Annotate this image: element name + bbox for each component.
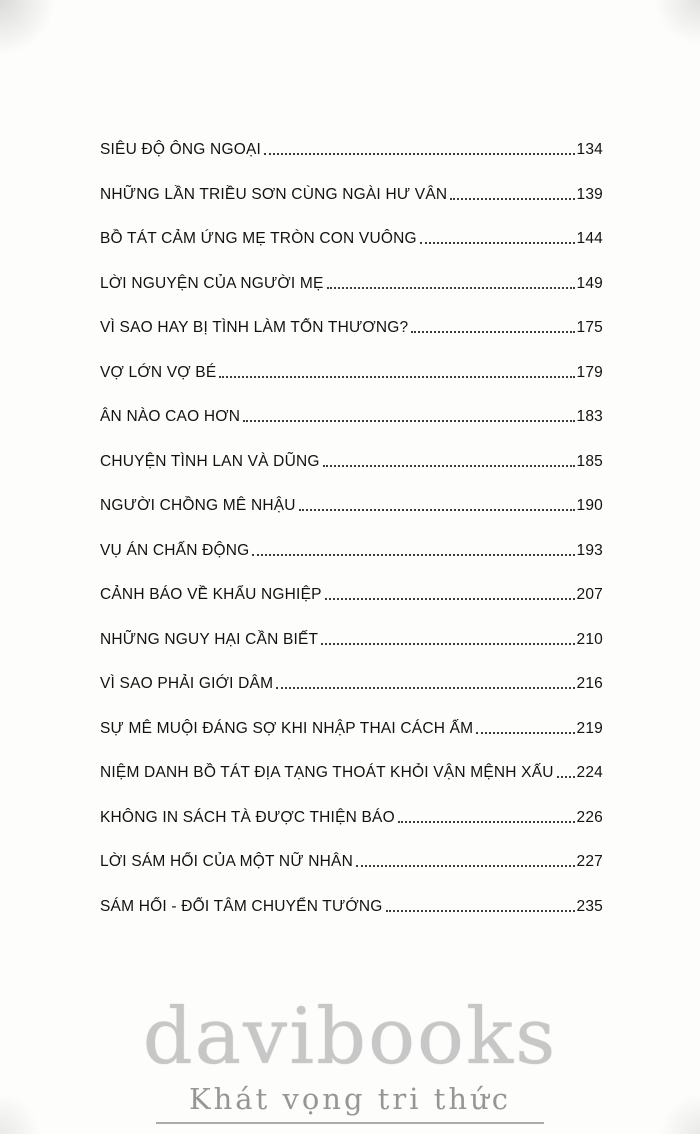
toc-dotted-leader — [386, 910, 575, 912]
toc-page-number: 144 — [576, 230, 603, 247]
toc-page-number: 226 — [576, 808, 603, 826]
toc-entry — [100, 808, 603, 827]
toc-entry — [100, 585, 603, 604]
toc-page-number: 183 — [576, 408, 603, 425]
toc-entry-title: NIỆM DANH BỒ TÁT ĐỊA TẠNG THOÁT KHỎI VẬN MỆNH XẤU — [100, 764, 554, 781]
toc-dotted-leader — [476, 732, 574, 734]
toc-dotted-leader — [252, 554, 574, 556]
toc-page-number: 185 — [576, 452, 603, 470]
toc-entry — [100, 630, 603, 649]
toc-dotted-leader — [264, 153, 575, 155]
toc-dotted-leader — [325, 598, 575, 600]
toc-entry-title: ÂN NÀO CAO HƠN — [100, 408, 241, 425]
toc-entry — [100, 318, 603, 337]
toc-entry-title: SÁM HỐI - ĐỔI TÂM CHUYỂN TƯỚNG — [100, 897, 383, 915]
toc-dotted-leader — [411, 331, 574, 333]
toc-entry-title: VÌ SAO HAY BỊ TÌNH LÀM TỔN THƯƠNG? — [100, 319, 409, 336]
toc-page-number: 210 — [576, 630, 603, 648]
toc-page-number: 139 — [576, 185, 603, 203]
toc-entry — [100, 274, 603, 293]
table-of-contents — [100, 140, 603, 941]
toc-entry-title: CẢNH BÁO VỀ KHẨU NGHIỆP — [100, 586, 322, 603]
toc-entry-title: VỤ ÁN CHẤN ĐỘNG — [100, 541, 250, 559]
toc-page-number: 235 — [576, 897, 603, 915]
watermark-slogan: Khát vọng tri thức — [188, 1082, 512, 1116]
watermark-brand-logo: davibooks — [142, 992, 558, 1082]
toc-entry-title: LỜI SÁM HỐI CỦA MỘT NỮ NHÂN — [100, 853, 353, 870]
toc-entry-title: KHÔNG IN SÁCH TÀ ĐƯỢC THIỆN BÁO — [100, 808, 395, 826]
toc-entry-title: NHỮNG LẦN TRIỀU SƠN CÙNG NGÀI HƯ VÂN — [100, 185, 448, 203]
toc-entry — [100, 763, 603, 782]
toc-entry — [100, 897, 603, 916]
toc-entry-title: CHUYỆN TÌNH LAN VÀ DŨNG — [100, 452, 320, 470]
toc-dotted-leader — [276, 687, 574, 689]
toc-page-number: 207 — [576, 586, 603, 603]
toc-page-number: 193 — [576, 541, 603, 559]
toc-entry — [100, 407, 603, 426]
toc-entry-title: NGƯỜI CHỒNG MÊ NHẬU — [100, 497, 296, 514]
toc-entry — [100, 363, 603, 382]
toc-entry-title: VỢ LỚN VỢ BÉ — [100, 363, 217, 381]
toc-dotted-leader — [450, 198, 574, 200]
toc-entry — [100, 229, 603, 248]
toc-entry — [100, 185, 603, 204]
toc-entry — [100, 541, 603, 560]
toc-page-number: 227 — [576, 853, 603, 870]
toc-entry — [100, 496, 603, 515]
toc-entry-title: LỜI NGUYỆN CỦA NGƯỜI MẸ — [100, 274, 324, 292]
toc-dotted-leader — [356, 865, 575, 867]
toc-entry — [100, 719, 603, 738]
toc-entry — [100, 452, 603, 471]
watermark — [0, 992, 700, 1124]
toc-entry-title: SIÊU ĐỘ ÔNG NGOẠI — [100, 141, 262, 158]
toc-dotted-leader — [219, 376, 574, 378]
toc-dotted-leader — [557, 776, 575, 778]
toc-page-number: 175 — [576, 319, 603, 336]
toc-entry — [100, 140, 603, 159]
toc-dotted-leader — [243, 420, 574, 422]
toc-entry-title: SỰ MÊ MUỘI ĐÁNG SỢ KHI NHẬP THAI CÁCH ẤM — [100, 719, 474, 737]
toc-page-number: 190 — [576, 497, 603, 514]
toc-dotted-leader — [323, 465, 575, 467]
toc-entry-title: BỒ TÁT CẢM ỨNG MẸ TRÒN CON VUÔNG — [100, 230, 417, 247]
toc-entry-title: VÌ SAO PHẢI GIỚI DÂM — [100, 675, 274, 692]
toc-entry — [100, 852, 603, 871]
toc-page-number: 216 — [576, 675, 603, 692]
toc-page-number: 219 — [576, 719, 603, 737]
toc-page-number: 149 — [576, 274, 603, 292]
toc-dotted-leader — [299, 509, 575, 511]
toc-dotted-leader — [398, 821, 575, 823]
toc-entry-title: NHỮNG NGUY HẠI CẦN BIẾT — [100, 630, 319, 648]
toc-page-number: 134 — [576, 141, 603, 158]
toc-dotted-leader — [327, 287, 575, 289]
toc-entry — [100, 674, 603, 693]
toc-dotted-leader — [420, 242, 575, 244]
watermark-underline — [156, 1122, 544, 1124]
toc-page-number: 179 — [576, 363, 603, 381]
toc-page-number: 224 — [576, 764, 603, 781]
toc-dotted-leader — [321, 643, 574, 645]
